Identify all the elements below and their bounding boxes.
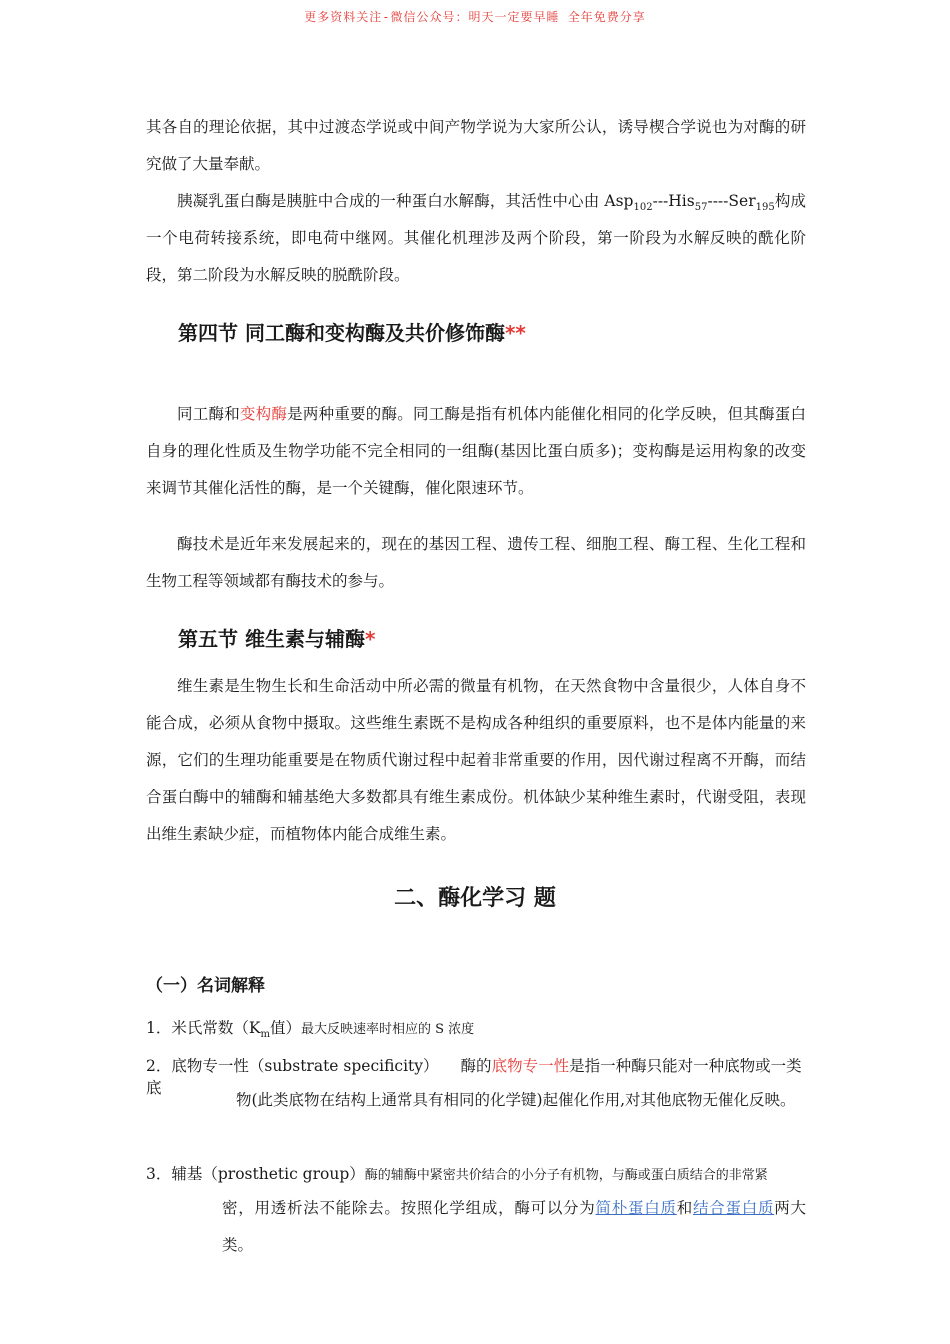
definition: 最大反映速率时相应的 S 浓度: [300, 1022, 475, 1037]
text-segment: 胰凝乳蛋白酶是胰脏中合成的一种蛋白水解酶，其活性中心由 Asp: [177, 192, 634, 210]
definition: 两大类。: [222, 1199, 806, 1254]
definition: 酶的: [460, 1057, 492, 1075]
section-heading-5: [178, 623, 375, 652]
paragraph-isozyme: [146, 396, 806, 507]
subscript: 195: [755, 202, 775, 213]
highlight-text: 变构酶: [239, 405, 288, 423]
section-heading-4: [178, 317, 526, 346]
term: 辅基（prosthetic group）: [171, 1165, 365, 1183]
subsection-glossary: （一）名词解释: [146, 976, 265, 996]
glossary-item-3-continued: [222, 1190, 806, 1264]
item-number: 2．: [146, 1057, 172, 1075]
highlight-text: 底物专一性: [491, 1057, 570, 1075]
term: 底物专一性（substrate specificity）: [171, 1057, 439, 1075]
definition: 酶的辅酶中紧密共价结合的小分子有机物，与酶或蛋白质结合的非常紧: [364, 1168, 768, 1183]
item-number: 3．: [146, 1165, 172, 1183]
header-banner: 更多资料关注-微信公众号：明天一定要早睡 全年免费分享: [304, 10, 646, 24]
subscript: 102: [633, 202, 653, 213]
heading-text: 第四节 同工酶和变构酶及共价修饰酶: [178, 321, 505, 345]
glossary-item-3: [146, 1162, 806, 1184]
link-conjugated-protein[interactable]: 结合蛋白质: [693, 1199, 775, 1217]
glossary-item-2-continued: 物(此类底物在结构上通常具有相同的化学键)起催化作用,对其他底物无催化反映。: [236, 1091, 796, 1109]
text-segment: ----Ser: [707, 192, 756, 210]
paragraph-theory: 其各自的理论依据，其中过渡态学说或中间产物学说为大家所公认，诱导楔合学说也为对酶的研究做了大量奉献。: [146, 118, 806, 173]
link-simple-protein[interactable]: 简朴蛋白质: [595, 1199, 677, 1217]
paragraph-enzyme-tech: 酶技术是近年来发展起来的，现在的基因工程、遗传工程、细胞工程、酶工程、生化工程和生物工程等领域都有酶技术的参与。: [146, 535, 806, 590]
term: 米氏常数（K: [171, 1019, 261, 1037]
importance-star: *: [364, 627, 376, 651]
subscript: 57: [694, 202, 708, 213]
text-segment: 同工酶和: [177, 405, 240, 423]
text-segment: 是两种重要的酶。同工酶是指有机体内能催化相同的化学反映，但其酶蛋白自身的理化性质及生物学功能不完全相同的一组酶(基因比蛋白质多)；变构酶是运用构象的改变来调节其催化活性的酶，是一个关键酶，催化限速环节。: [146, 405, 806, 497]
text-segment: ---His: [652, 192, 695, 210]
paragraph-vitamin: 维生素是生物生长和生命活动中所必需的微量有机物，在天然食物中含量很少，人体自身不能合成，必须从食物中摄取。这些维生素既不是构成各种组织的重要原料，也不是体内能量的来源，它们的生理功能重要是在物质代谢过程中起着非常重要的作用，因代谢过程离不开酶，而结合蛋白酶中的辅酶和辅基绝大多数都具有维生素成份。机体缺少某种维生素时，代谢受阻，表现出维生素缺少症，而植物体内能合成维生素。: [146, 677, 806, 843]
item-number: 1．: [146, 1019, 172, 1037]
definition: 是指一种酶只能对一种底物或一类底: [146, 1057, 802, 1097]
paragraph-chymotrypsin: [146, 183, 806, 294]
heading-text: 第五节 维生素与辅酶: [178, 627, 365, 651]
importance-star: **: [504, 321, 526, 345]
definition: 和: [676, 1199, 694, 1217]
term: 值）: [269, 1019, 301, 1037]
section-title-exercises: 二、酶化学习 题: [394, 886, 556, 911]
glossary-item-1: [146, 1016, 806, 1038]
definition: 密，用透析法不能除去。按照化学组成，酶可以分为: [222, 1199, 596, 1217]
text-segment: 构成一个电荷转接系统，即电荷中继网。其催化机理涉及两个阶段，第一阶段为水解反映的酰化阶段，第二阶段为水解反映的脱酰阶段。: [146, 192, 806, 284]
subscript: m: [260, 1029, 270, 1040]
